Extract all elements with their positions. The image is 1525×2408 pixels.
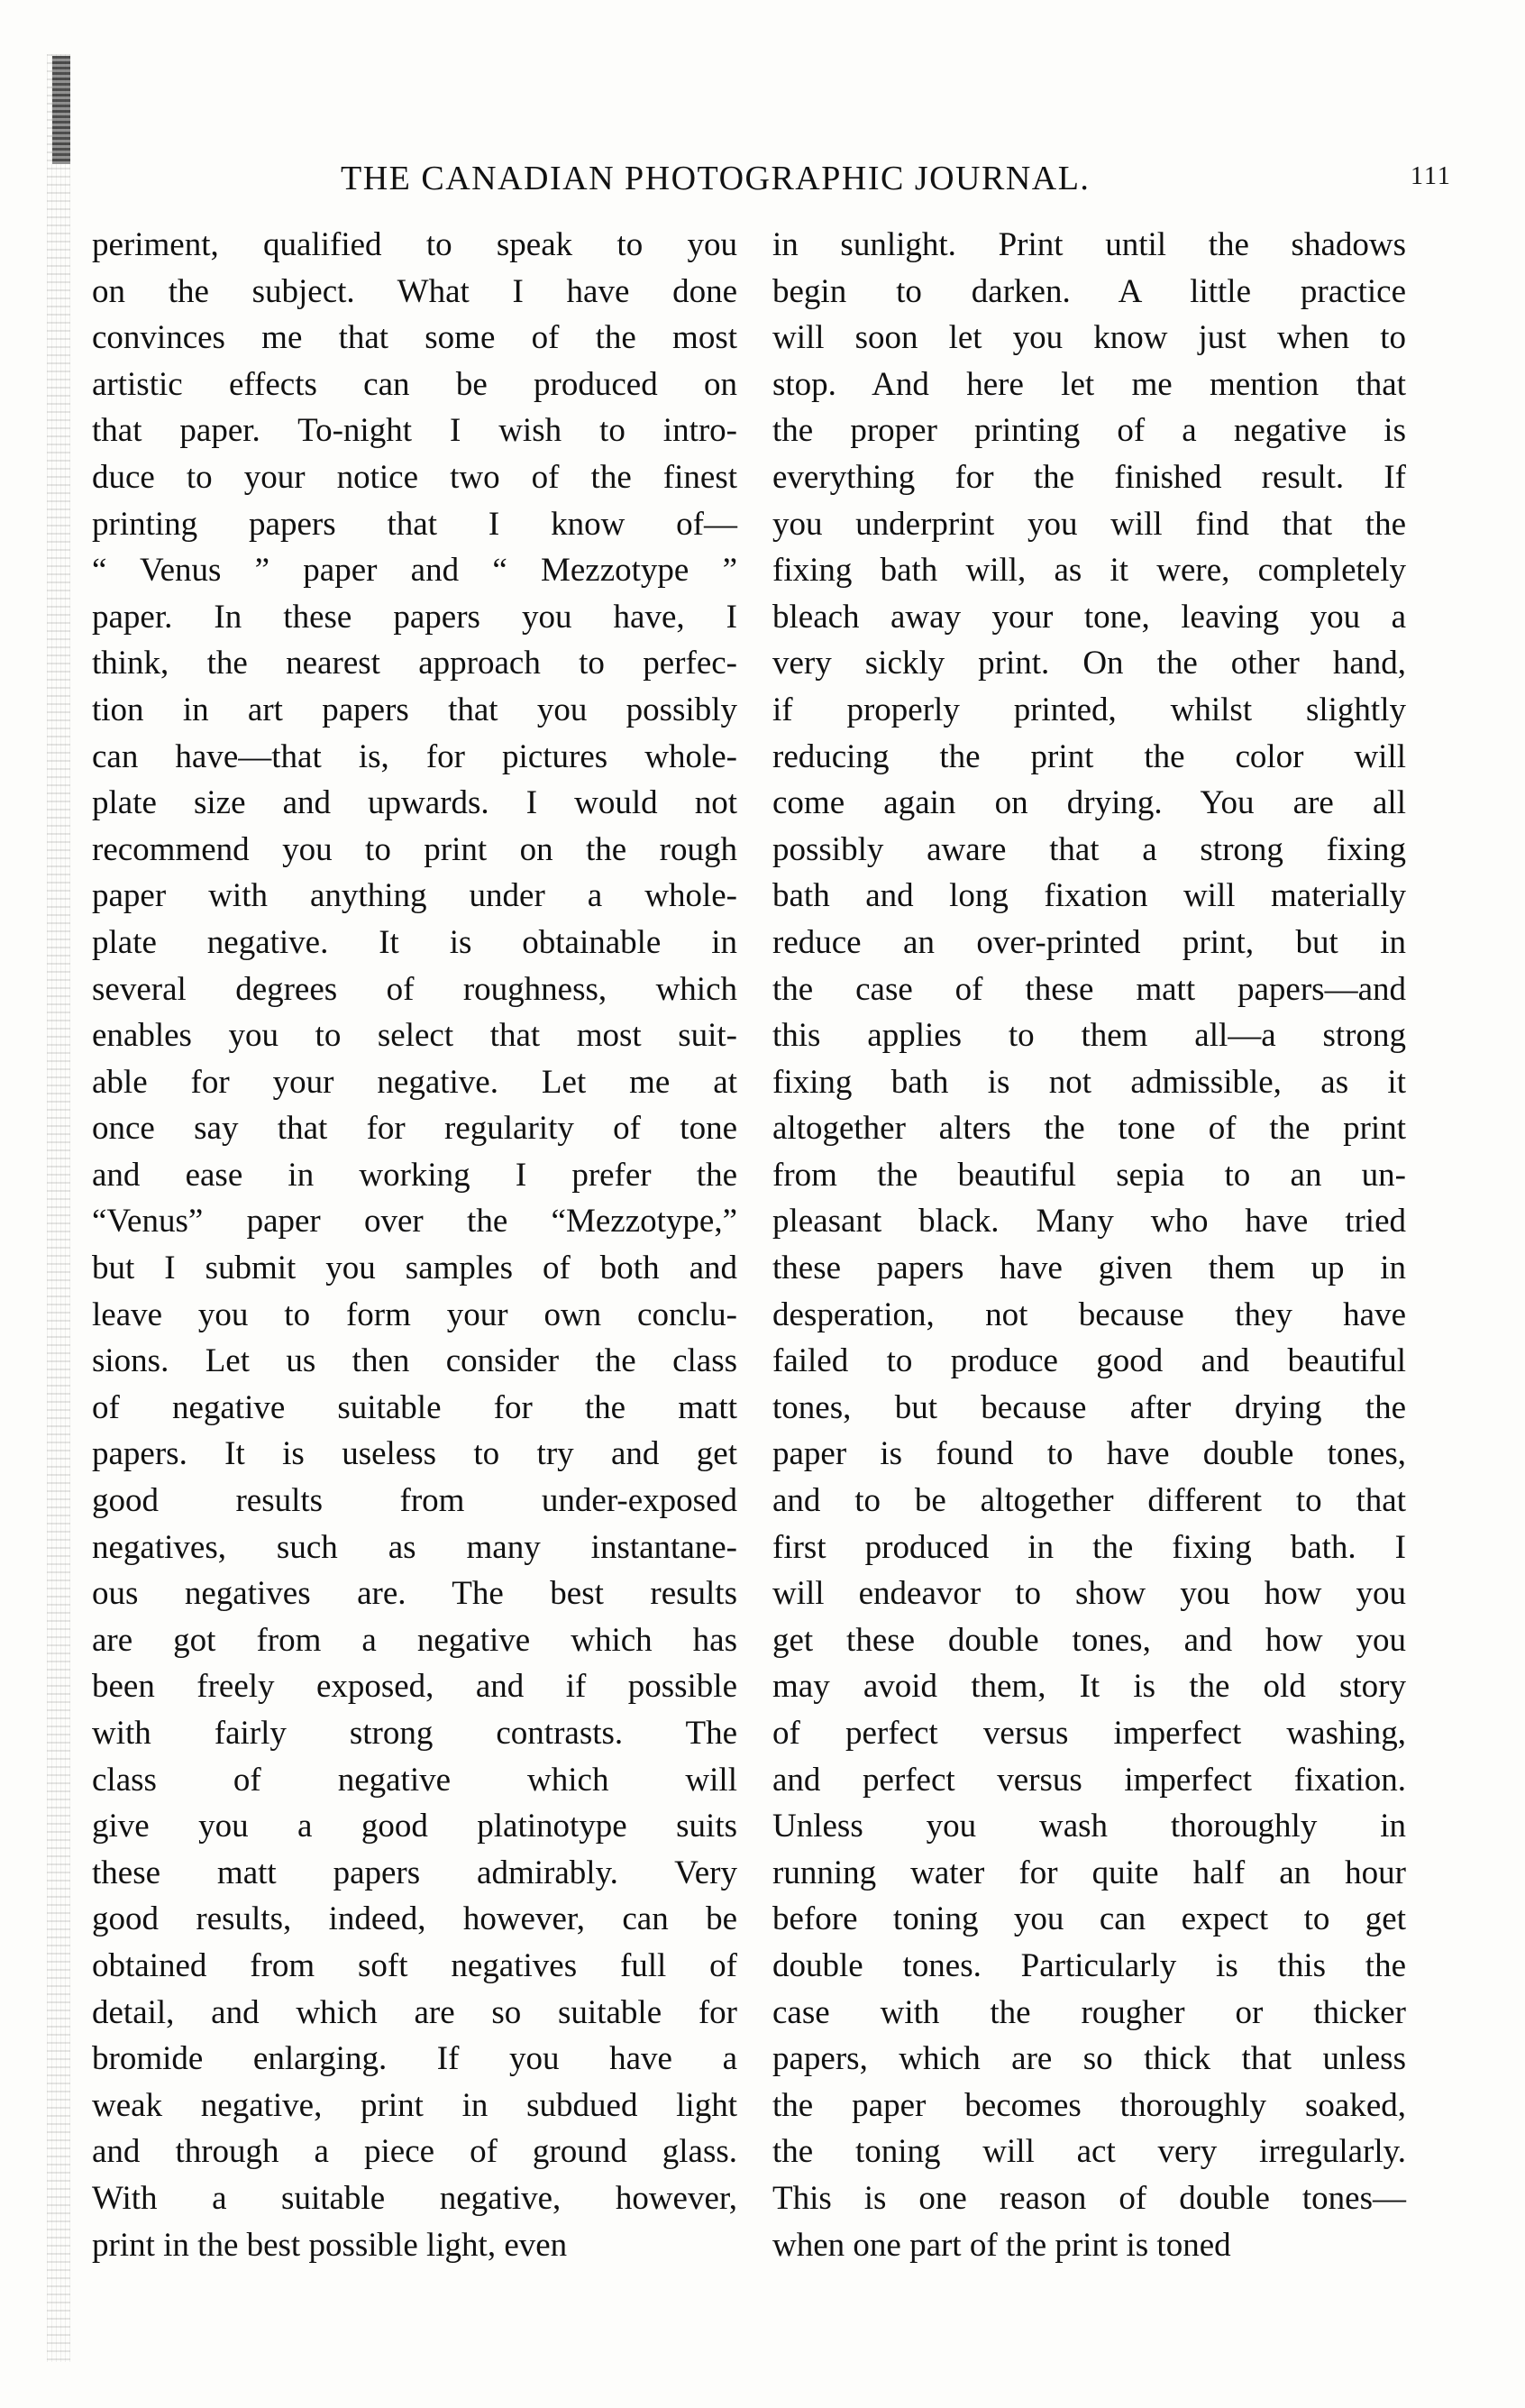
text-line: you underprint you will find that the — [772, 505, 1406, 543]
text-line: tion in art papers that you possibly — [92, 691, 737, 728]
text-line: the paper becomes thoroughly soaked, — [772, 2086, 1406, 2124]
text-line: fixing bath will, as it were, completely — [772, 552, 1406, 590]
text-line: printing papers that I know of— — [92, 505, 737, 543]
text-line: the proper printing of a negative is — [772, 412, 1406, 450]
text-line: detail, and which are so suitable for — [92, 1993, 737, 2031]
text-line: been freely exposed, and if possible — [92, 1668, 737, 1706]
text-line: ous negatives are. The best results — [92, 1575, 737, 1613]
left-column — [92, 222, 737, 2268]
text-line: print in the best possible light, even — [92, 2226, 568, 2264]
text-line: the case of these matt papers—and — [772, 970, 1406, 1008]
text-line: once say that for regularity of tone — [92, 1110, 737, 1148]
text-line: bath and long fixation will materially — [772, 877, 1406, 915]
text-line: With a suitable negative, however, — [92, 2179, 737, 2217]
text-line: this applies to them all—a strong — [772, 1017, 1406, 1055]
running-head — [0, 159, 1525, 204]
text-line: Unless you wash thoroughly in — [772, 1808, 1406, 1845]
text-line: paper. In these papers you have, I — [92, 598, 737, 636]
text-line: negatives, such as many instantane- — [92, 1528, 737, 1566]
text-line: but I submit you samples of both and — [92, 1250, 737, 1287]
text-line: get these double tones, and how you — [772, 1621, 1406, 1659]
text-line: paper is found to have double tones, — [772, 1435, 1406, 1473]
text-line: with fairly strong contrasts. The — [92, 1715, 737, 1752]
text-line: reduce an over-printed print, but in — [772, 923, 1406, 961]
text-line: if properly printed, whilst slightly — [772, 691, 1406, 728]
text-line: duce to your notice two of the finest — [92, 458, 737, 496]
text-line: of perfect versus imperfect washing, — [772, 1715, 1406, 1752]
text-line: these matt papers admirably. Very — [92, 1854, 737, 1891]
text-line: and to be altogether different to that — [772, 1482, 1406, 1520]
text-line: are got from a negative which has — [92, 1621, 737, 1659]
text-line: convinces me that some of the most — [92, 319, 737, 357]
text-line: the toning will act very irregularly. — [772, 2133, 1406, 2171]
text-line: failed to produce good and beautiful — [772, 1342, 1406, 1380]
text-line: bromide enlarging. If you have a — [92, 2040, 737, 2078]
text-line: will endeavor to show you how you — [772, 1575, 1406, 1613]
text-line: reducing the print the color will — [772, 737, 1406, 775]
text-line: very sickly print. On the other hand, — [772, 645, 1406, 682]
text-line: papers. It is useless to try and get — [92, 1435, 737, 1473]
text-line: stop. And here let me mention that — [772, 365, 1406, 403]
text-line: good results from under-exposed — [92, 1482, 737, 1520]
text-line: periment, qualified to speak to you — [92, 226, 737, 263]
text-line: altogether alters the tone of the print — [772, 1110, 1406, 1148]
text-line: plate negative. It is obtainable in — [92, 923, 737, 961]
binding-edge — [47, 54, 70, 2362]
text-line: weak negative, print in subdued light — [92, 2086, 737, 2124]
text-line: everything for the finished result. If — [772, 458, 1406, 496]
text-line: obtained from soft negatives full of — [92, 1946, 737, 1984]
text-line: will soon let you know just when to — [772, 319, 1406, 357]
text-line: think, the nearest approach to perfec- — [92, 645, 737, 682]
text-line: give you a good platinotype suits — [92, 1808, 737, 1845]
text-line: paper with anything under a whole- — [92, 877, 737, 915]
text-line: good results, indeed, however, can be — [92, 1900, 737, 1938]
text-line: and ease in working I prefer the — [92, 1156, 737, 1194]
text-line: before toning you can expect to get — [772, 1900, 1406, 1938]
text-line: may avoid them, It is the old story — [772, 1668, 1406, 1706]
text-line: able for your negative. Let me at — [92, 1063, 737, 1101]
text-line: tones, but because after drying the — [772, 1388, 1406, 1426]
text-line: enables you to select that most suit- — [92, 1017, 737, 1055]
text-line: and through a piece of ground glass. — [92, 2133, 737, 2171]
text-line: in sunlight. Print until the shadows — [772, 226, 1406, 263]
text-line: artistic effects can be produced on — [92, 365, 737, 403]
text-line: This is one reason of double tones— — [772, 2179, 1406, 2217]
text-line: case with the rougher or thicker — [772, 1993, 1406, 2031]
text-line: from the beautiful sepia to an un- — [772, 1156, 1406, 1194]
text-line: pleasant black. Many who have tried — [772, 1203, 1406, 1241]
text-line: first produced in the fixing bath. I — [772, 1528, 1406, 1566]
text-line: when one part of the print is toned — [772, 2226, 1231, 2264]
text-line: bleach away your tone, leaving you a — [772, 598, 1406, 636]
text-line: recommend you to print on the rough — [92, 830, 737, 868]
journal-title: THE CANADIAN PHOTOGRAPHIC JOURNAL. — [341, 160, 1091, 197]
text-line: double tones. Particularly is this the — [772, 1946, 1406, 1984]
text-line: fixing bath is not admissible, as it — [772, 1063, 1406, 1101]
text-line: begin to darken. A little practice — [772, 272, 1406, 310]
text-line: plate size and upwards. I would not — [92, 784, 737, 822]
text-line: that paper. To-night I wish to intro- — [92, 412, 737, 450]
right-column — [772, 222, 1406, 2268]
text-line: papers, which are so thick that unless — [772, 2040, 1406, 2078]
text-line: desperation, not because they have — [772, 1296, 1406, 1333]
page-number: 111 — [1411, 162, 1452, 190]
text-line: leave you to form your own conclu- — [92, 1296, 737, 1333]
binding-mark — [52, 56, 70, 164]
text-line: can have—that is, for pictures whole- — [92, 737, 737, 775]
text-line: of negative suitable for the matt — [92, 1388, 737, 1426]
text-line: and perfect versus imperfect fixation. — [772, 1761, 1406, 1799]
text-line: “Venus” paper over the “Mezzotype,” — [92, 1203, 737, 1241]
text-line: “ Venus ” paper and “ Mezzotype ” — [92, 552, 737, 590]
text-line: these papers have given them up in — [772, 1250, 1406, 1287]
text-line: sions. Let us then consider the class — [92, 1342, 737, 1380]
text-line: class of negative which will — [92, 1761, 737, 1799]
text-line: possibly aware that a strong fixing — [772, 830, 1406, 868]
text-line: on the subject. What I have done — [92, 272, 737, 310]
text-line: several degrees of roughness, which — [92, 970, 737, 1008]
text-line: running water for quite half an hour — [772, 1854, 1406, 1891]
text-line: come again on drying. You are all — [772, 784, 1406, 822]
